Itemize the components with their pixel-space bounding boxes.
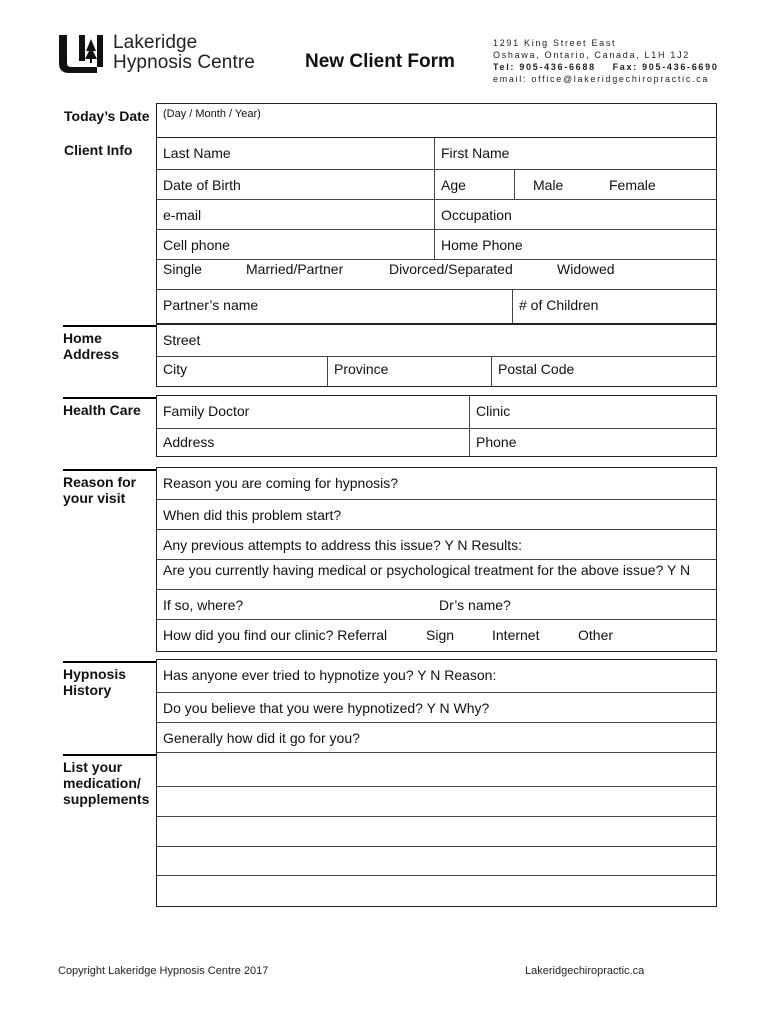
- reason-table: [156, 467, 717, 652]
- logo-line-2: Hypnosis Centre: [113, 52, 255, 73]
- form-title: New Client Form: [305, 51, 455, 72]
- home-phone-field[interactable]: Home Phone: [434, 230, 716, 259]
- street-field[interactable]: Street: [163, 332, 201, 348]
- table-row: [157, 530, 716, 560]
- reason-label-line-2: your visit: [63, 490, 126, 506]
- marital-status-field: [157, 260, 716, 289]
- table-row: [157, 396, 716, 429]
- table-row: [157, 230, 716, 260]
- medication-label-line-1: List your: [63, 759, 123, 775]
- medication-line[interactable]: [157, 876, 716, 906]
- table-row: [157, 429, 716, 456]
- email-field[interactable]: e-mail: [163, 207, 202, 223]
- doctor-phone-field[interactable]: Phone: [469, 429, 716, 456]
- single-option[interactable]: Single: [163, 261, 202, 277]
- logo-mark-icon: [57, 33, 109, 73]
- address-line-2: Oshawa, Ontario, Canada, L1H 1J2: [493, 50, 690, 60]
- problem-start-question[interactable]: When did this problem start?: [163, 507, 342, 523]
- medication-line[interactable]: [157, 787, 716, 817]
- sign-option[interactable]: Sign: [426, 627, 455, 643]
- medication-label-line-3: supplements: [63, 791, 150, 807]
- children-field[interactable]: # of Children: [512, 290, 716, 323]
- table-row: [157, 138, 716, 170]
- medication-label: [63, 754, 156, 807]
- partner-name-field[interactable]: Partner’s name: [163, 297, 259, 313]
- table-row: [157, 660, 716, 693]
- table-row: [157, 290, 716, 323]
- todays-date-label: Today’s Date: [64, 108, 150, 124]
- date-hint: (Day / Month / Year): [163, 108, 261, 120]
- table-row: [157, 200, 716, 230]
- table-row: [157, 325, 716, 357]
- home-address-table: [156, 324, 717, 387]
- client-info-label: Client Info: [64, 142, 133, 158]
- table-row: [157, 693, 716, 723]
- doctor-name-question[interactable]: Dr’s name?: [439, 597, 511, 613]
- clinic-field[interactable]: Clinic: [469, 396, 716, 428]
- fax: Fax: 905-436-6690: [612, 62, 719, 72]
- reason-question[interactable]: Reason you are coming for hypnosis?: [163, 475, 399, 491]
- health-care-label: Health Care: [63, 397, 156, 418]
- male-option[interactable]: Male: [533, 177, 564, 193]
- logo: [57, 33, 272, 77]
- referral-source-field: [157, 620, 716, 651]
- logo-line-1: Lakeridge: [113, 32, 198, 53]
- table-row: [157, 357, 716, 386]
- widowed-option[interactable]: Widowed: [557, 261, 615, 277]
- table-row: [157, 500, 716, 530]
- hypnosis-history-label: [63, 661, 156, 698]
- email-address: email: office@lakeridgechiropractic.ca: [493, 74, 710, 84]
- reason-for-visit-label: [63, 469, 156, 506]
- tel: Tel: 905-436-6688: [493, 62, 596, 72]
- footer-site: Lakeridgechiropractic.ca: [525, 965, 645, 977]
- internet-option[interactable]: Internet: [492, 627, 540, 643]
- client-info-table: [156, 137, 717, 324]
- age-field[interactable]: Age: [434, 170, 514, 199]
- last-name-field[interactable]: Last Name: [163, 145, 231, 161]
- previous-attempts-question[interactable]: Any previous attempts to address this issue? Y N Results:: [163, 537, 522, 553]
- medication-line[interactable]: [157, 847, 716, 876]
- reason-label-line-1: Reason for: [63, 474, 137, 490]
- address-line-1: 1291 King Street East: [493, 38, 617, 48]
- dob-field[interactable]: Date of Birth: [163, 177, 241, 193]
- city-field[interactable]: City: [163, 361, 188, 377]
- other-option[interactable]: Other: [578, 627, 614, 643]
- medication-label-line-2: medication/: [63, 775, 141, 791]
- province-field[interactable]: Province: [327, 357, 491, 386]
- copyright: Copyright Lakeridge Hypnosis Centre 2017: [58, 965, 269, 977]
- home-address-label: [63, 325, 156, 362]
- cell-phone-field[interactable]: Cell phone: [163, 237, 230, 253]
- occupation-field[interactable]: Occupation: [434, 200, 716, 229]
- table-row: [157, 170, 716, 200]
- postal-code-field[interactable]: Postal Code: [491, 357, 716, 386]
- gender-field: [514, 170, 716, 199]
- home-address-label-line-1: Home: [63, 330, 102, 346]
- believe-hypnotized-question[interactable]: Do you believe that you were hypnotized? Y N Why?: [163, 700, 490, 716]
- hypnosis-label-line-2: History: [63, 682, 112, 698]
- clinic-address: [493, 37, 719, 85]
- referral-option[interactable]: How did you find our clinic? Referral: [163, 627, 388, 643]
- where-question[interactable]: If so, where?: [163, 597, 244, 613]
- table-row: [157, 723, 716, 753]
- medication-line[interactable]: [157, 817, 716, 847]
- first-name-field[interactable]: First Name: [434, 138, 716, 169]
- home-address-label-line-2: Address: [63, 346, 120, 362]
- how-did-it-go-question[interactable]: Generally how did it go for you?: [163, 730, 360, 746]
- table-row: [157, 590, 716, 620]
- todays-date-box[interactable]: [156, 103, 717, 138]
- table-row: [157, 560, 716, 590]
- marital-status-row: [157, 260, 716, 290]
- hypnosis-label-line-1: Hypnosis: [63, 666, 127, 682]
- hypnotize-attempt-question[interactable]: Has anyone ever tried to hypnotize you? Y N Reason:: [163, 667, 497, 683]
- divorced-option[interactable]: Divorced/Separated: [389, 261, 513, 277]
- table-row: [157, 620, 716, 651]
- hypnosis-table: [156, 659, 717, 907]
- doctor-address-field[interactable]: Address: [163, 434, 215, 450]
- family-doctor-field[interactable]: Family Doctor: [163, 403, 250, 419]
- female-option[interactable]: Female: [609, 177, 656, 193]
- table-row: [157, 468, 716, 500]
- health-care-table: [156, 395, 717, 457]
- medication-line[interactable]: [157, 753, 716, 787]
- married-option[interactable]: Married/Partner: [246, 261, 344, 277]
- current-treatment-question[interactable]: Are you currently having medical or psychological treatment for the above issue? Y N: [163, 562, 691, 578]
